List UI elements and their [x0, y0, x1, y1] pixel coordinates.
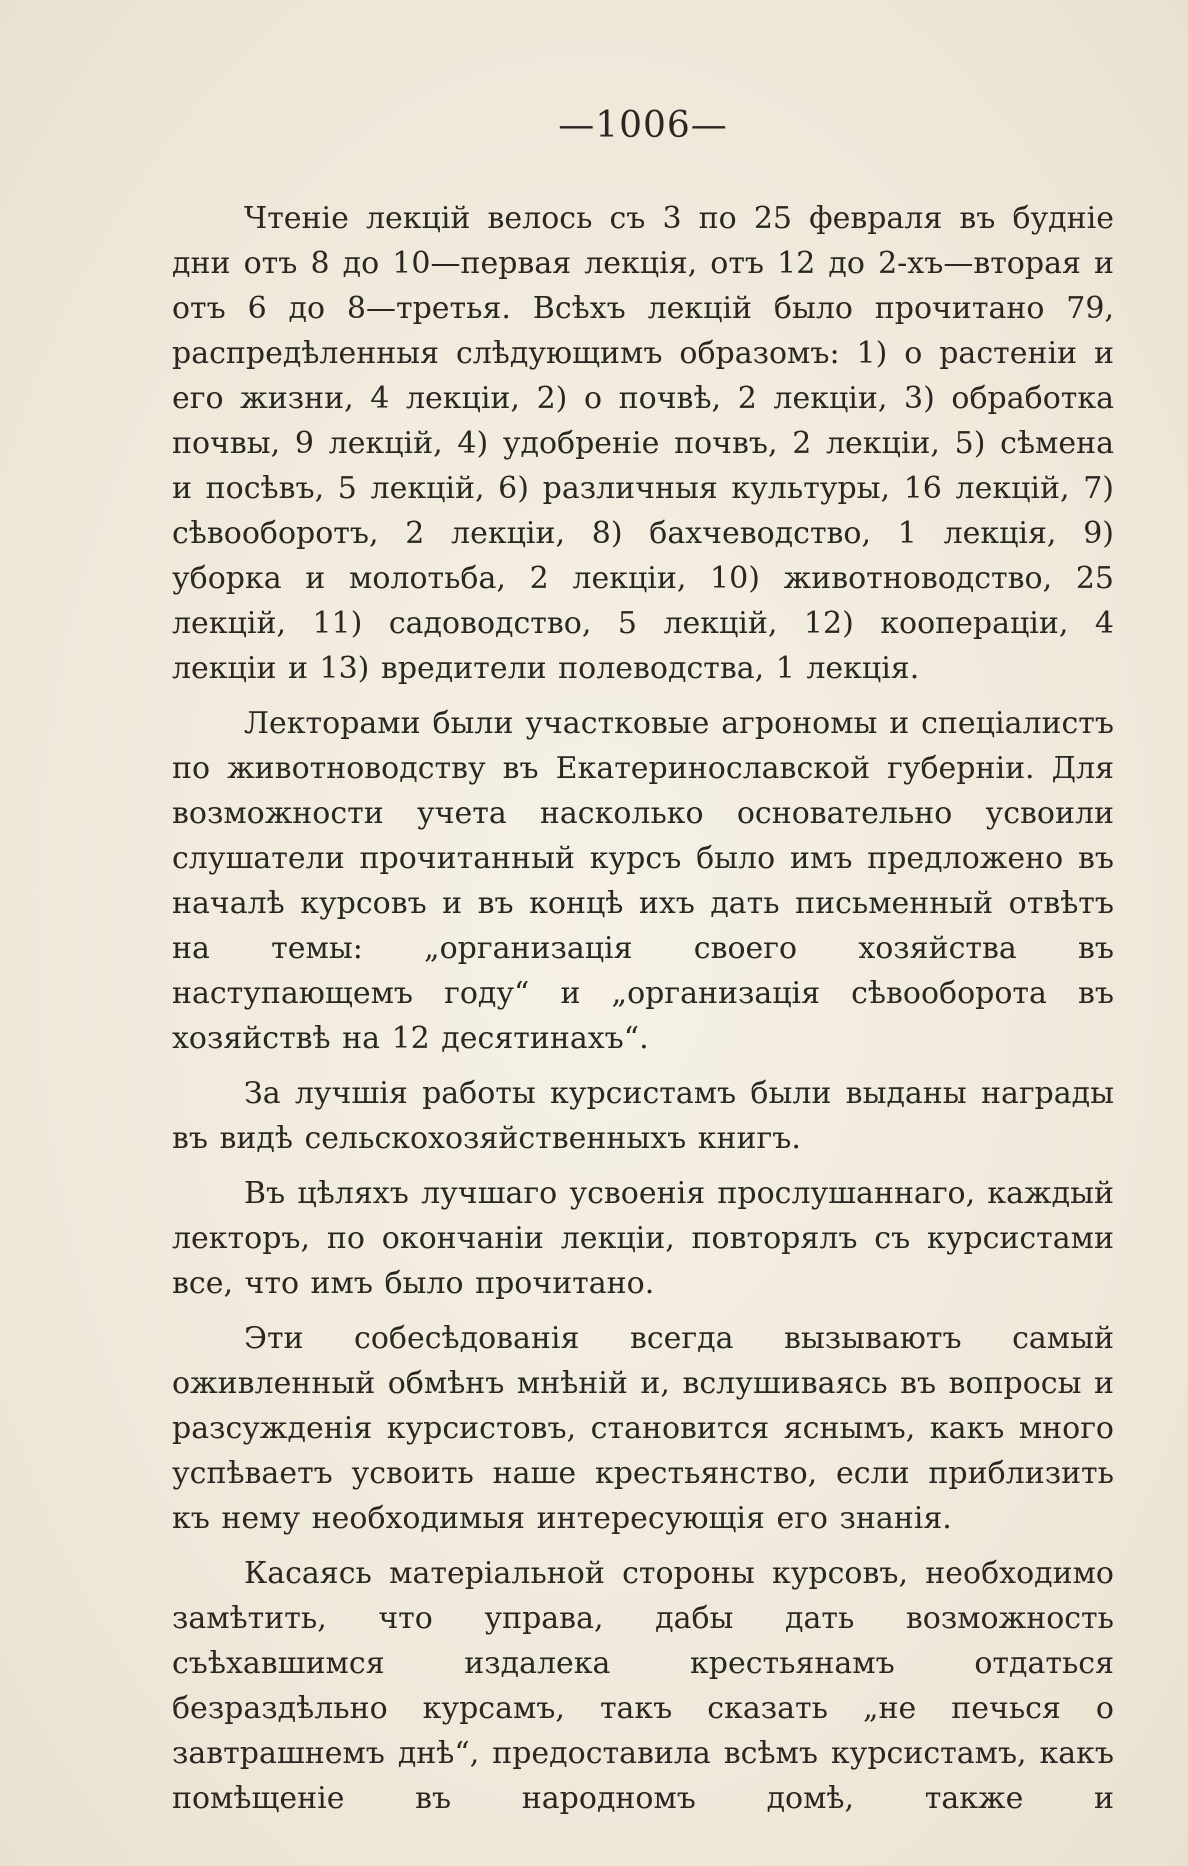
paragraph-material-side: Касаясь матеріальной стороны курсовъ, необходимо замѣтить, что управа, дабы дать возможность съѣхавшимся издалека крестьянамъ отдаться безраздѣльно курсамъ, такъ сказать „не печься о завтрашнемъ днѣ“, предоставила всѣмъ курсистамъ, какъ помѣщеніе въ народномъ домѣ, также и — [172, 1556, 1114, 1816]
paragraph-review: Въ цѣляхъ лучшаго усвоенія прослушаннаго, каждый лекторъ, по окончаніи лекціи, повторялъ съ курсистами все, что имъ было прочитано. — [172, 1176, 1114, 1301]
paragraph-awards: За лучшія работы курсистамъ были выданы награды въ видѣ сельскохозяйственныхъ книгъ. — [172, 1076, 1114, 1156]
paragraph-lectures-schedule: Чтеніе лекцій велось съ 3 по 25 февраля въ будніе дни отъ 8 до 10—первая лекція, отъ 12 до 2-хъ—вторая и отъ 6 до 8—третья. Всѣхъ лекцій было прочитано 79, распредѣленныя слѣдующимъ образомъ: 1) о растеніи и его жизни, 4 лекціи, 2) о почвѣ, 2 лекціи, 3) обработка почвы, 9 лекцій, 4) удобреніе почвъ, 2 лекціи, 5) сѣмена и посѣвъ, 5 лекцій, 6) различныя культуры, 16 лекцій, 7) сѣвооборотъ, 2 лекціи, 8) бахчеводство, 1 лекція, 9) уборка и молотьба, 2 лекціи, 10) животноводство, 25 лекцій, 11) садоводство, 5 лекцій, 12) коопераціи, 4 лекціи и 13) вредители полеводства, 1 лекція. — [172, 201, 1114, 686]
book-page — [172, 96, 1114, 1821]
paragraph-discussions: Эти собесѣдованія всегда вызываютъ самый оживленный обмѣнъ мнѣній и, вслушиваясь въ вопросы и разсужденія курсистовъ, становится яснымъ, какъ много успѣваетъ усвоить наше крестьянство, если приблизить къ нему необходимыя интересующія его знанія. — [172, 1321, 1114, 1536]
page-number: —1006— — [558, 105, 728, 146]
paragraph-lecturers: Лекторами были участковые агрономы и спеціалистъ по животноводству въ Екатеринославской губерніи. Для возможности учета насколько основательно усвоили слушатели прочитанный курсъ было имъ предложено въ началѣ курсовъ и въ концѣ ихъ дать письменный отвѣтъ на темы: „организація своего хозяйства въ наступающемъ году“ и „организація сѣвооборота въ хозяйствѣ на 12 десятинахъ“. — [172, 706, 1114, 1056]
